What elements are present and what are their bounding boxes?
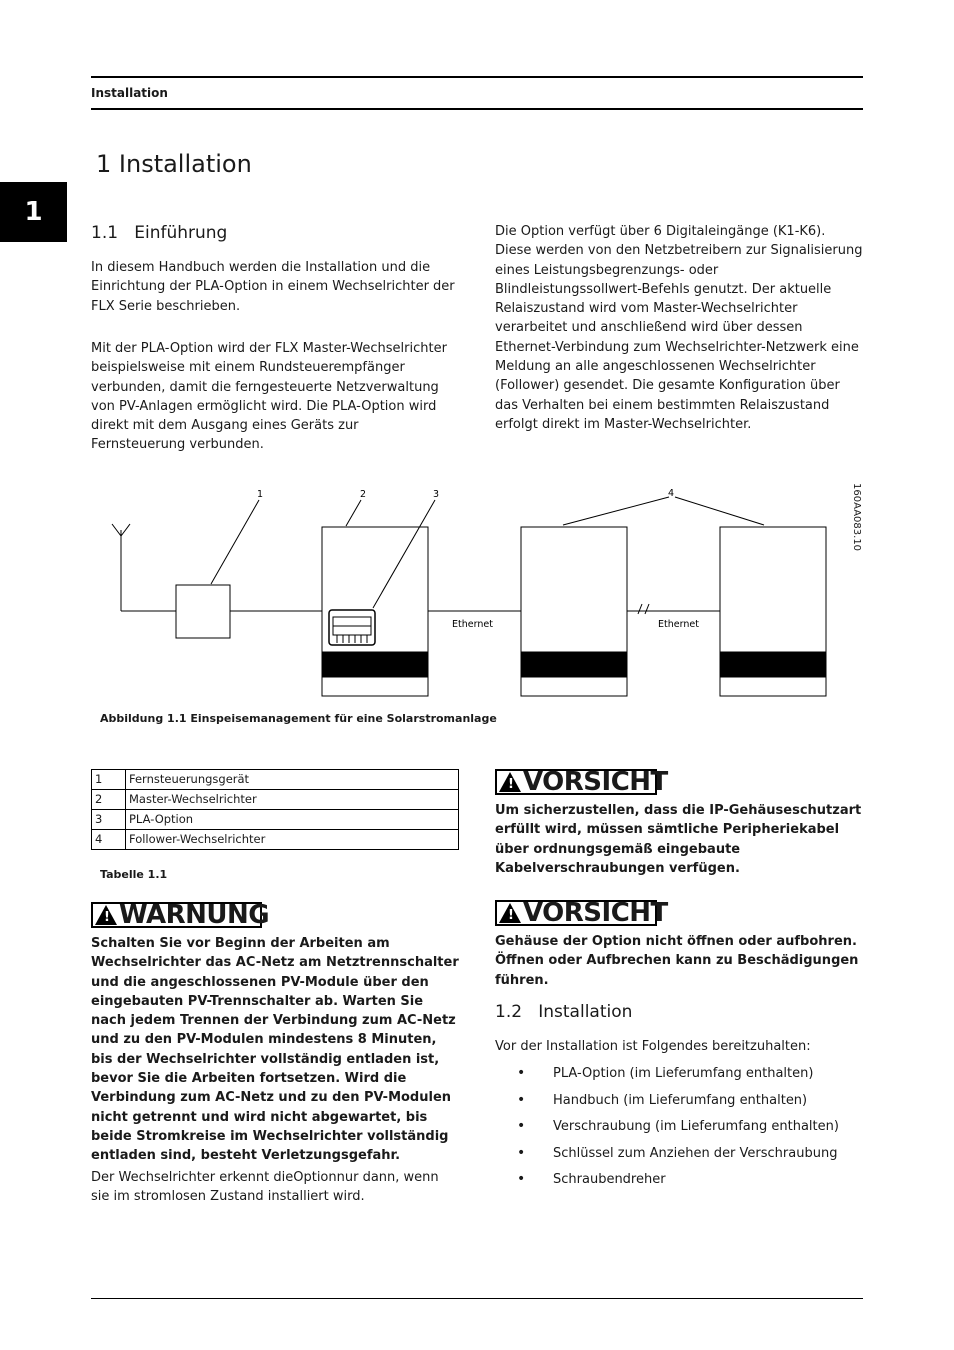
table-row — [92, 830, 459, 850]
system-diagram — [91, 480, 871, 700]
caution-sign-1 — [495, 767, 668, 797]
table-caption: Tabelle 1.1 — [100, 868, 168, 881]
section-heading-installation: 1.2 Installation — [495, 1002, 633, 1022]
caution-sign-2 — [495, 898, 668, 928]
pla-option-module — [329, 610, 375, 645]
table-cell-label: PLA-Option — [126, 810, 459, 830]
callout-1: 1 — [257, 489, 264, 500]
callout-leader-1 — [211, 500, 259, 584]
caution-sign-word-1: VORSICHT — [523, 767, 668, 797]
master-inverter-band — [322, 652, 428, 677]
table-cell-num: 3 — [92, 810, 126, 830]
table-cell-num: 1 — [92, 770, 126, 790]
caution-text-2: Gehäuse der Option nicht öffnen oder aufbohren. Öffnen oder Aufbrechen kann zu Beschädigungen führen. — [495, 934, 859, 988]
figure-code: 160AA083.10 — [851, 483, 862, 552]
section-heading-introduction: 1.1 Einführung — [91, 223, 228, 243]
table-cell-num: 4 — [92, 830, 126, 850]
caution-sign-word-2: VORSICHT — [523, 898, 668, 928]
list-item: • Handbuch (im Lieferumfang enthalten) — [495, 1091, 863, 1118]
list-item: • Verschraubung (im Lieferumfang enthalten) — [495, 1117, 863, 1144]
legend-table — [91, 769, 459, 850]
list-item: • PLA-Option (im Lieferumfang enthalten) — [495, 1064, 863, 1091]
installation-intro: Vor der Installation ist Folgendes bereitzuhalten: — [495, 1039, 811, 1054]
list-item: • Schlüssel zum Anziehen der Verschraubung — [495, 1144, 863, 1171]
warning-text: Schalten Sie vor Beginn der Arbeiten am Wechselrichter das AC-Netz am Netztrennschalter und die angeschlossenen PV-Module über den eingebauten PV-Trennschalter ab. Warten Sie nach jedem Trennen der Verbindung zum AC-Netz und zu den PV-Modulen mindestens 8 Minuten, bis der Wechselrichter vollständig entladen ist, bevor Sie die Arbeiten fortsetzen. Wird die Verbindung zum AC-Netz und zu den PV-Modulen nicht getrennt und wird nicht abgewartet, bis beide Stromkreise im Wechselrichter vollständig entladen sind, besteht Verletzungsgefahr. — [91, 936, 459, 1164]
warning-sign-word: WARNUNG — [119, 900, 270, 930]
intro-paragraph-2: Mit der PLA-Option wird der FLX Master-Wechselrichter beispielsweise mit einem Rundsteuerempfänger verbunden, damit die ferngesteuerte Netzverwaltung von PV-Anlagen ermöglicht wird. Die PLA-Option wird direkt mit dem Ausgang eines Geräts zur Fernsteuerung verbunden. — [91, 341, 447, 453]
ethernet-label-2: Ethernet — [658, 619, 699, 630]
callout-2: 2 — [360, 489, 367, 500]
warning-triangle-icon: ! — [95, 905, 117, 925]
follower-inverter-1-band — [521, 652, 627, 677]
caution-text-1: Um sicherzustellen, dass die IP-Gehäuseschutzart erfüllt wird, müssen sämtliche Peripheriekabel über ordnungsgemäß eingebaute Kabelverschraubungen verfügen. — [495, 803, 862, 876]
table-row — [92, 810, 459, 830]
chapter-title: 1 Installation — [96, 150, 252, 178]
table-cell-label: Master-Wechselrichter — [126, 790, 459, 810]
chapter-tab: 1 — [0, 182, 67, 242]
break-mark-1 — [638, 604, 642, 614]
option-detection-note: Der Wechselrichter erkennt dieOptionnur dann, wenn sie im stromlosen Zustand installiert wird. — [91, 1170, 439, 1205]
callout-leader-4b — [675, 497, 764, 525]
antenna-arm-left — [112, 524, 121, 536]
intro-paragraph-3: Die Option verfügt über 6 Digitaleingänge (K1-K6). Diese werden von den Netzbetreibern zur Signalisierung eines Leistungsbegrenzungs- oder Blindleistungssollwert-Befehls genutzt. Der aktuelle Relaiszustand wird vom Master-Wechselrichter verarbeitet und anschließend wird über dessen Ethernet-Verbindung zum Wechselrichter-Netzwerk eine Meldung an alle angeschlossenen Wechselrichter (Follower) gesendet. Die gesamte Konfiguration über das Verhalten bei einem bestimmten Relaiszustand erfolgt direkt im Master-Wechselrichter. — [495, 224, 863, 432]
header-bottom-rule — [91, 108, 863, 110]
figure-caption: Abbildung 1.1 Einspeisemanagement für eine Solarstromanlage — [100, 712, 497, 725]
break-mark-2 — [645, 604, 649, 614]
ethernet-label-1: Ethernet — [452, 619, 493, 630]
callout-leader-3 — [373, 500, 435, 608]
follower-inverter-2-band — [720, 652, 826, 677]
callout-leader-4a — [563, 497, 669, 525]
intro-paragraph-1: In diesem Handbuch werden die Installation und die Einrichtung der PLA-Option in einem Wechselrichter der FLX Serie beschrieben. — [91, 260, 455, 314]
warning-triangle-icon: ! — [499, 772, 521, 792]
callout-leader-2 — [346, 500, 361, 526]
table-cell-label: Fernsteuerungsgerät — [126, 770, 459, 790]
table-row — [92, 790, 459, 810]
footer-rule — [91, 1298, 863, 1299]
header-top-rule — [91, 76, 863, 78]
warning-triangle-icon: ! — [499, 903, 521, 923]
warning-sign — [91, 900, 270, 930]
required-items-list — [495, 1064, 863, 1197]
antenna-arm-right — [121, 524, 130, 536]
running-header: Installation — [91, 86, 168, 100]
table-row — [92, 770, 459, 790]
table-cell-num: 2 — [92, 790, 126, 810]
callout-4: 4 — [668, 488, 675, 499]
remote-control-device-box — [176, 585, 230, 638]
table-cell-label: Follower-Wechselrichter — [126, 830, 459, 850]
list-item: • Schraubendreher — [495, 1170, 863, 1197]
callout-3: 3 — [433, 489, 440, 500]
